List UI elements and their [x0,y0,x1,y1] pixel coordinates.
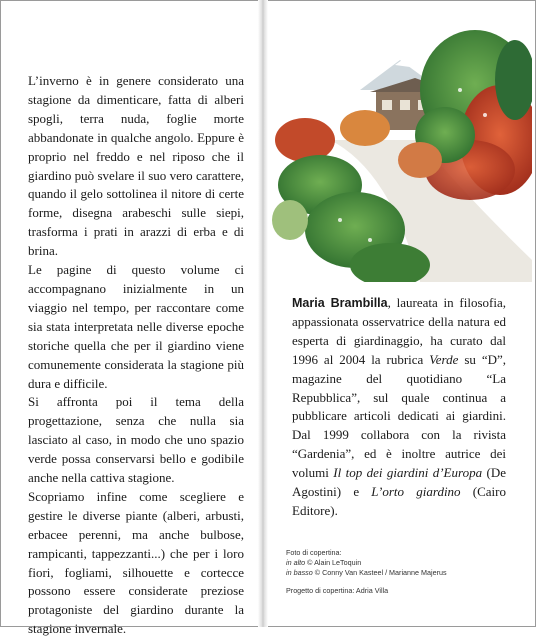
paragraph-4: Scopriamo infine come scegliere e gestire le diverse piante (alberi, arbusti, erbacee perenni, ma anche bulbose, rampicanti, tappezzanti...) che per i loro fiori, fogliami, silhouette e cortecce possono essere considerate preziose protagoniste del giardino durante la stagione invernale. [28,488,244,637]
credit-line-2 [286,568,516,578]
bio-text-2: su “D”, magazine del quotidiano “La Repubblica”, sul quale continua a pubblicare articoli dedicati ai giardini. Dal 1999 collabora con la rivista “Gardenia”, ed è inoltre autrice dei volumi [292,351,506,481]
credit-line-1-text: © Alain LeToquin [305,558,362,567]
credit-line-2-label: in basso [286,568,313,577]
bio-text-1: , laureata in filosofia, appassionata osservatrice della natura ed esperta di giardinaggio, ha curato dal 1996 al 2004 la rubrica [292,295,507,367]
paragraph-3: Si affronta poi il tema della progettazione, senza che nulla sia lasciato al caso, in modo che uno spazio verde possa conservarsi bello e godibile anche nella cattiva stagione. [28,394,244,486]
watercolor-garden-illustration-icon [270,20,532,282]
author-bio [292,294,506,521]
credits-heading: Foto di copertina: [286,548,342,557]
author-name: Maria Brambilla [292,296,388,310]
photo-credits [286,548,516,596]
page-fold [258,0,268,627]
paragraph-1: L’inverno è in genere considerato una stagione da dimenticare, fatta di alberi spogli, terra nuda, foglie morte abbandonate in qualche angolo. Eppure è proprio nel freddo e nel riposo che il giardino può svelare il suo vero carattere, quando il gelo sottolinea il nitore di certe forme, disegna arabeschi sulle siepi, trasforma i prati in arazzi di erba e di brina. [28,73,244,259]
bio-italic-2: Il top dei giardini d’Europa [333,465,483,481]
bio-text-3: (De Agostini) e [292,465,506,500]
bio-italic-3: L’orto giardino [371,484,461,500]
bio-text-4: (Cairo Editore). [292,484,506,518]
credit-line-1-label: in alto [286,558,306,567]
paragraph-2: Le pagine di questo volume ci accompagnano inizialmente in un viaggio nel tempo, per raccontare come sia stata interpretata nelle diverse epoche storiche quella che per il giardino viene comunemente considerata la stagione più dura e difficile. [28,262,244,391]
bio-italic-1: Verde [429,351,459,367]
left-page-text [28,72,244,639]
credit-line-2-text: © Conny Van Kasteel / Marianne Majerus [312,568,447,577]
cover-project-credit: Progetto di copertina: Adria Villa [286,586,389,595]
credit-line-1 [286,558,516,568]
